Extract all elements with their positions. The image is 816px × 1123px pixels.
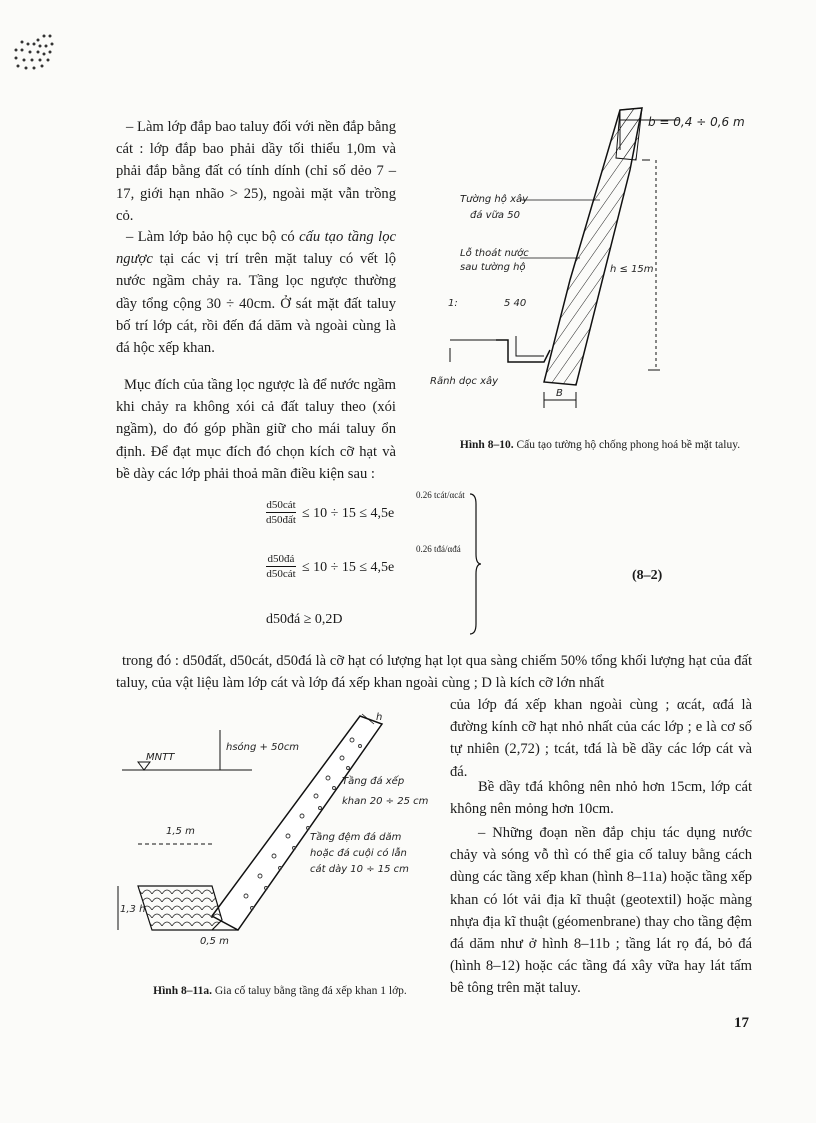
eq-row2-middle: ≤ 10 ÷ 15 ≤ 4,5e bbox=[302, 560, 395, 575]
label-layer-2b: hoặc đá cuội có lẫn bbox=[310, 848, 407, 859]
paragraph-1: – Làm lớp đắp bao taluy đối với nền đắp bằng cát : lớp đắp bao phải dầy tối thiểu 1,0m và phải đắp bằng đất có tính dính (chỉ số dẻo 7 – 17, giới hạn nhão > 25), ngoài mặt vẫn trồng cỏ. bbox=[116, 119, 396, 224]
paragraph-2-italic: cấu tạo tầng lọc ngược bbox=[116, 229, 396, 268]
figure-8-10-caption-number: Hình 8–10. bbox=[459, 439, 514, 451]
eq-row1-numerator: d50cát bbox=[266, 499, 296, 511]
eq-row2-numerator: d50đá bbox=[267, 553, 295, 565]
paragraph-7: – Những đoạn nền đắp chịu tác dụng nước chảy và sóng vỗ thì có thể gia cố taluy bằng cách dùng các tầng xếp khan (hình 8–11a) hoặc tầng xếp khan có lót vải địa kĩ thuật (geotextil) hoặc màng nhựa địa kĩ thuật (géomenbrane) thay cho tầng đệm đá dăm như ở hình 8–11b ; tầng lát rọ đá, bỏ đá (hình 8–12) hoặc các tầng đá xây vữa hay lát tấm bê tông trên mặt taluy. bbox=[450, 825, 752, 997]
eq-row1-denominator: d50đất bbox=[266, 514, 296, 526]
toe-rock-fill bbox=[138, 886, 222, 930]
label-1-3h: 1,3 h bbox=[120, 904, 146, 915]
label-wall-1: Tường hộ xây bbox=[460, 194, 529, 205]
equation-number: (8–2) bbox=[632, 568, 663, 583]
paragraph-2 bbox=[116, 226, 396, 359]
label-wall-2: đá vữa 50 bbox=[470, 210, 520, 221]
figure-8-11a-caption bbox=[110, 984, 450, 999]
label-1-5m: 1,5 m bbox=[166, 826, 195, 837]
paragraph-5: của lớp đá xếp khan ngoài cùng ; αcát, αđá là đường kính cỡ hạt nhỏ nhất của các lớp ; e là cơ số tự nhiên (2,72) ; tcát, tđá là bề dầy các lớp cát và đá. bbox=[450, 697, 752, 780]
label-mntt: MNTT bbox=[146, 752, 175, 763]
ditch-outline bbox=[496, 340, 550, 362]
label-slope: 1: bbox=[448, 298, 458, 309]
label-base-B: B bbox=[556, 388, 563, 399]
label-layer-1: Tầng đá xếp bbox=[342, 776, 405, 787]
figure-8-11a-caption-number: Hình 8–11a. bbox=[153, 985, 212, 997]
equation-8-2 bbox=[262, 492, 482, 636]
label-b-thickness: b = 0,4 ÷ 0,6 m bbox=[648, 115, 745, 129]
label-h-height: h ≤ 15m bbox=[610, 264, 654, 275]
label-layer-1b: khan 20 ÷ 25 cm bbox=[342, 796, 429, 807]
paragraph-4: trong đó : d50đất, d50cát, d50đá là cỡ hạt có lượng hạt lọt qua sàng chiếm 50% tổng khối lượng hạt của đất taluy, của vật liệu làm lớp cát và lớp đá xếp khan ngoài cùng ; D là kích cỡ lớn nhất bbox=[116, 653, 752, 692]
figure-8-10-caption bbox=[440, 438, 760, 453]
eq-row2-denominator: d50cát bbox=[266, 568, 296, 580]
eq-row1-middle: ≤ 10 ÷ 15 ≤ 4,5e bbox=[302, 506, 395, 521]
paragraph-3: Mục đích của tầng lọc ngược là để nước ngầm khi chảy ra không xói cả đất taluy theo (xói ngầm), do đó góp phần giữ cho mái taluy ổn định. Để đạt mục đích đó chọn kích cỡ hạt và bề dày các lớp phải thoả mãn điều kiện sau : bbox=[116, 377, 396, 482]
eq-row1-exponent: 0.26 tcát/αcát bbox=[416, 490, 465, 500]
label-h-top: h bbox=[376, 712, 383, 723]
label-ditch: Rãnh dọc xây bbox=[430, 376, 499, 387]
figure-8-11a-dry-stone-slope bbox=[112, 710, 442, 950]
label-dim-5-40: 5 40 bbox=[504, 298, 527, 309]
label-drain-1: Lỗ thoát nước bbox=[460, 248, 529, 259]
eq-row2-exponent: 0.26 tđá/αđá bbox=[416, 544, 461, 554]
paragraph-2-end: tại các vị trí trên mặt taluy có vết lộ nước ngầm chảy ra. Tầng lọc ngược thường dầy tổng cộng 30 ÷ 40cm. Ở sát mặt đất taluy bố trí lớp cát, rồi đến đá dăm và ngoài cùng là đá hộc xếp khan. bbox=[116, 251, 396, 357]
label-hsong: hsóng + 50cm bbox=[226, 742, 300, 753]
figure-8-11a-caption-text: Gia cố taluy bằng tầng đá xếp khan 1 lớp. bbox=[214, 985, 407, 997]
equation-brace bbox=[468, 492, 482, 636]
label-0-5m: 0,5 m bbox=[200, 936, 229, 947]
label-layer-2c: cát dày 10 ÷ 15 cm bbox=[310, 864, 409, 875]
figure-8-10-caption-text: Cấu tạo tường hộ chống phong hoá bề mặt taluy. bbox=[516, 439, 741, 451]
label-layer-2: Tầng đệm đá dăm bbox=[310, 832, 402, 843]
eq-row-3: d50đá ≥ 0,2D bbox=[266, 612, 343, 627]
figure-8-10-retaining-wall bbox=[420, 100, 760, 420]
paragraph-6: Bề dầy tđá không nên nhỏ hơn 15cm, lớp cát không nên mỏng hơn 10cm. bbox=[450, 779, 752, 818]
label-drain-2: sau tường hộ bbox=[460, 262, 526, 273]
page-number: 17 bbox=[734, 1015, 749, 1031]
corner-stamp-mark bbox=[10, 30, 58, 78]
paragraph-2-start: – Làm lớp bảo hộ cục bộ có bbox=[126, 229, 300, 245]
